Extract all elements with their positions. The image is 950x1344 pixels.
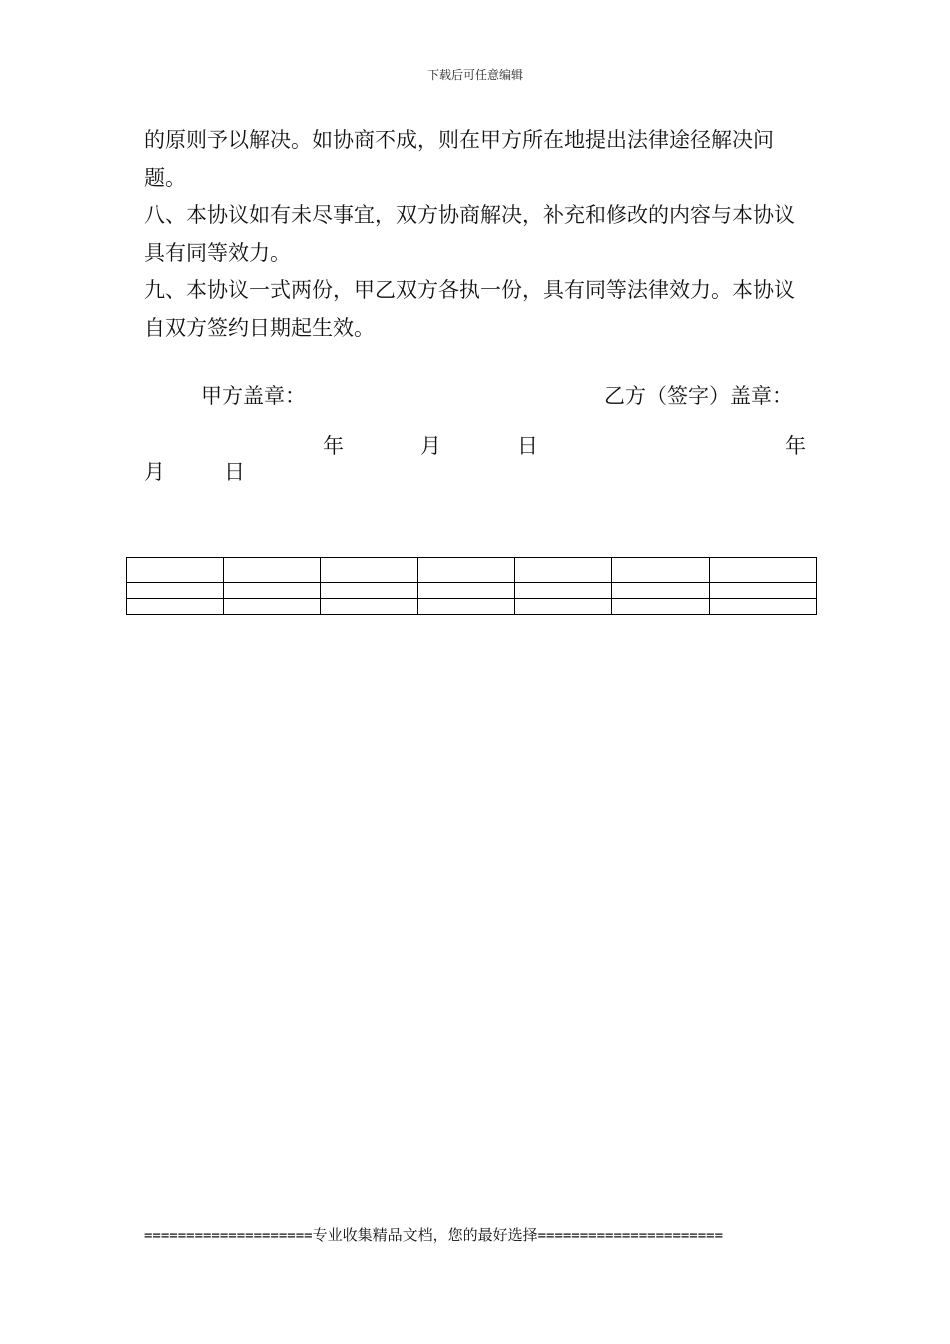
table-cell [515,599,612,615]
table-cell [710,558,817,583]
party-a-day-label: 日 [517,434,538,458]
page-footer [144,1226,814,1246]
table-cell [127,558,224,583]
agreement-body [144,122,814,347]
table-cell [612,583,710,599]
party-b-day-label: 日 [224,460,245,484]
table-cell [127,599,224,615]
page-header: 下载后可任意编辑 [426,68,523,82]
table-cell [321,599,418,615]
table-cell [321,583,418,599]
paragraph-clause-8: 八、本协议如有未尽事宜，双方协商解决，补充和修改的内容与本协议具有同等效力。 [144,203,795,265]
table-cell [612,558,710,583]
table-row [127,583,817,599]
footer-tail: = [714,1228,724,1244]
table-cell [710,583,817,599]
party-b-year-label: 年 [785,434,806,458]
table-cell [418,558,515,583]
table-cell [515,558,612,583]
paragraph-clause-9: 九、本协议一式两份，甲乙双方各执一份，具有同等法律效力。本协议自双方签约日期起生效。 [144,278,795,340]
table-cell [515,583,612,599]
table-cell [321,558,418,583]
table-row [127,599,817,615]
table-cell [224,599,321,615]
footer-left-rule: ==================== [144,1228,313,1244]
empty-grid-table [126,557,817,615]
table-cell [127,583,224,599]
party-a-month-label: 月 [420,434,441,458]
table-cell [418,599,515,615]
party-b-seal-label: 乙方（签字）盖章： [604,384,793,408]
table-cell [224,558,321,583]
party-a-seal-label: 甲方盖章： [201,384,306,408]
party-b-month-label: 月 [144,460,165,484]
table-cell [224,583,321,599]
footer-text: 专业收集精品文档，您的最好选择 [312,1226,538,1244]
table-row [127,558,817,583]
party-a-year-label: 年 [323,434,344,458]
table-cell [418,583,515,599]
table-cell [612,599,710,615]
footer-right-rule: ===================== [537,1228,715,1244]
table-cell [710,599,817,615]
paragraph-dispute: 的原则予以解决。如协商不成，则在甲方所在地提出法律途径解决问题。 [144,128,774,190]
